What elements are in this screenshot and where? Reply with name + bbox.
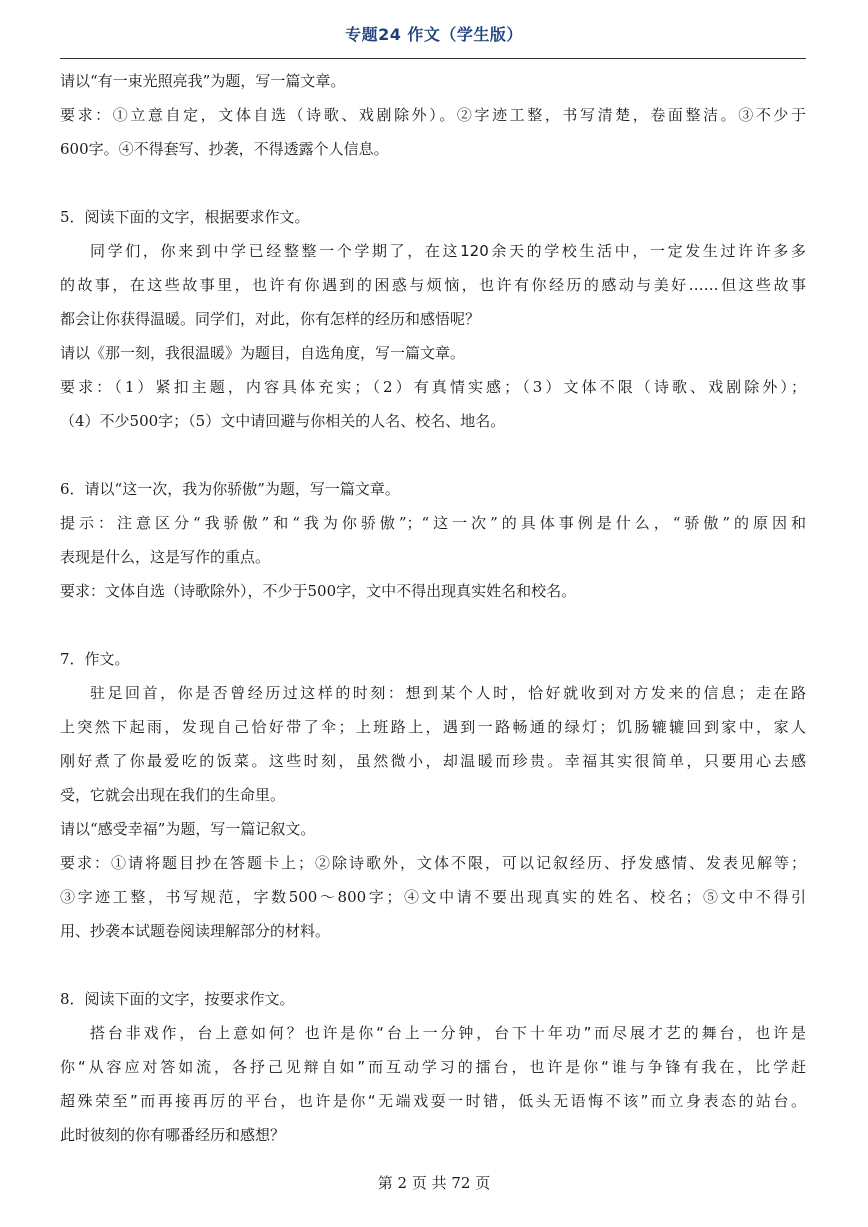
q7-prompt: 请以“感受幸福”为题，写一篇记叙文。 <box>60 820 316 838</box>
q5-material-line-2: 的故事，在这些故事里，也许有你遇到的困惑与烦恼，也许有你经历的感动与美好……但这些故事 <box>60 276 806 294</box>
q6-requirement: 要求：文体自选（诗歌除外），不少于500字，文中不得出现真实姓名和校名。 <box>60 582 577 600</box>
q4-requirement-line-1: 要求：①立意自定，文体自选（诗歌、戏剧除外）。②字迹工整，书写清楚，卷面整洁。③不少于 <box>60 106 806 124</box>
q8-material-line-2: 你“从容应对答如流，各抒己见辩自如”而互动学习的擂台，也许是你“谁与争锋有我在，比学赶 <box>60 1058 806 1076</box>
q7-title: 7．作文。 <box>60 650 130 668</box>
q6-hint-line-2: 表现是什么，这是写作的重点。 <box>60 548 271 566</box>
q5-prompt: 请以《那一刻，我很温暖》为题目，自选角度，写一篇文章。 <box>60 344 466 362</box>
q5-title: 5．阅读下面的文字，根据要求作文。 <box>60 208 310 226</box>
q5-requirement-line-2: （4）不少500字；（5）文中请回避与你相关的人名、校名、地名。 <box>60 412 506 430</box>
q8-material-line-3: 超殊荣至”而再接再厉的平台，也许是你“无端戏耍一时错，低头无语悔不该”而立身表态的站台。 <box>60 1092 806 1110</box>
spacer <box>60 166 806 200</box>
spacer <box>60 948 806 982</box>
q7-material-line-4: 受，它就会出现在我们的生命里。 <box>60 786 286 804</box>
q8-material-line-4: 此时彼刻的你有哪番经历和感想？ <box>60 1126 286 1144</box>
q7-material-line-1: 驻足回首，你是否曾经历过这样的时刻：想到某个人时，恰好就收到对方发来的信息；走在路 <box>90 684 806 702</box>
q6-title: 6．请以“这一次，我为你骄傲”为题，写一篇文章。 <box>60 480 400 498</box>
q7-material-line-2: 上突然下起雨，发现自己恰好带了伞；上班路上，遇到一路畅通的绿灯；饥肠辘辘回到家中，家人 <box>60 718 806 736</box>
q8-material-line-1: 搭台非戏作，台上意如何？也许是你“台上一分钟，台下十年功”而尽展才艺的舞台，也许是 <box>90 1024 806 1042</box>
page-header-title: 专题24 作文（学生版） <box>345 25 523 44</box>
q4-prompt: 请以“有一束光照亮我”为题，写一篇文章。 <box>60 72 346 90</box>
q7-material-line-3: 刚好煮了你最爱吃的饭菜。这些时刻，虽然微小，却温暖而珍贵。幸福其实很简单，只要用心去感 <box>60 752 806 770</box>
q6-hint-line-1: 提示：注意区分“我骄傲”和“我为你骄傲”；“这一次”的具体事例是什么，“骄傲”的原因和 <box>60 514 806 532</box>
spacer <box>60 608 806 642</box>
q8-title: 8．阅读下面的文字，按要求作文。 <box>60 990 295 1008</box>
q7-requirement-line-2: ③字迹工整，书写规范，字数500～800字；④文中请不要出现真实的姓名、校名；⑤文中不得引 <box>60 888 806 906</box>
q5-requirement-line-1: 要求：（1）紧扣主题，内容具体充实；（2）有真情实感；（3）文体不限（诗歌、戏剧除外）； <box>60 378 806 396</box>
header-divider <box>60 58 806 59</box>
q7-requirement-line-3: 用、抄袭本试题卷阅读理解部分的材料。 <box>60 922 331 940</box>
page-number-footer: 第 2 页 共 72 页 <box>377 1174 491 1192</box>
document-body <box>60 64 806 1152</box>
q4-requirement-line-2: 600字。④不得套写、抄袭，不得透露个人信息。 <box>60 140 389 158</box>
q5-material-line-3: 都会让你获得温暖。同学们，对此，你有怎样的经历和感悟呢？ <box>60 310 481 328</box>
q7-requirement-line-1: 要求：①请将题目抄在答题卡上；②除诗歌外，文体不限，可以记叙经历、抒发感情、发表见解等； <box>60 854 806 872</box>
q5-material-line-1: 同学们，你来到中学已经整整一个学期了，在这120余天的学校生活中，一定发生过许许多多 <box>90 242 806 260</box>
spacer <box>60 438 806 472</box>
